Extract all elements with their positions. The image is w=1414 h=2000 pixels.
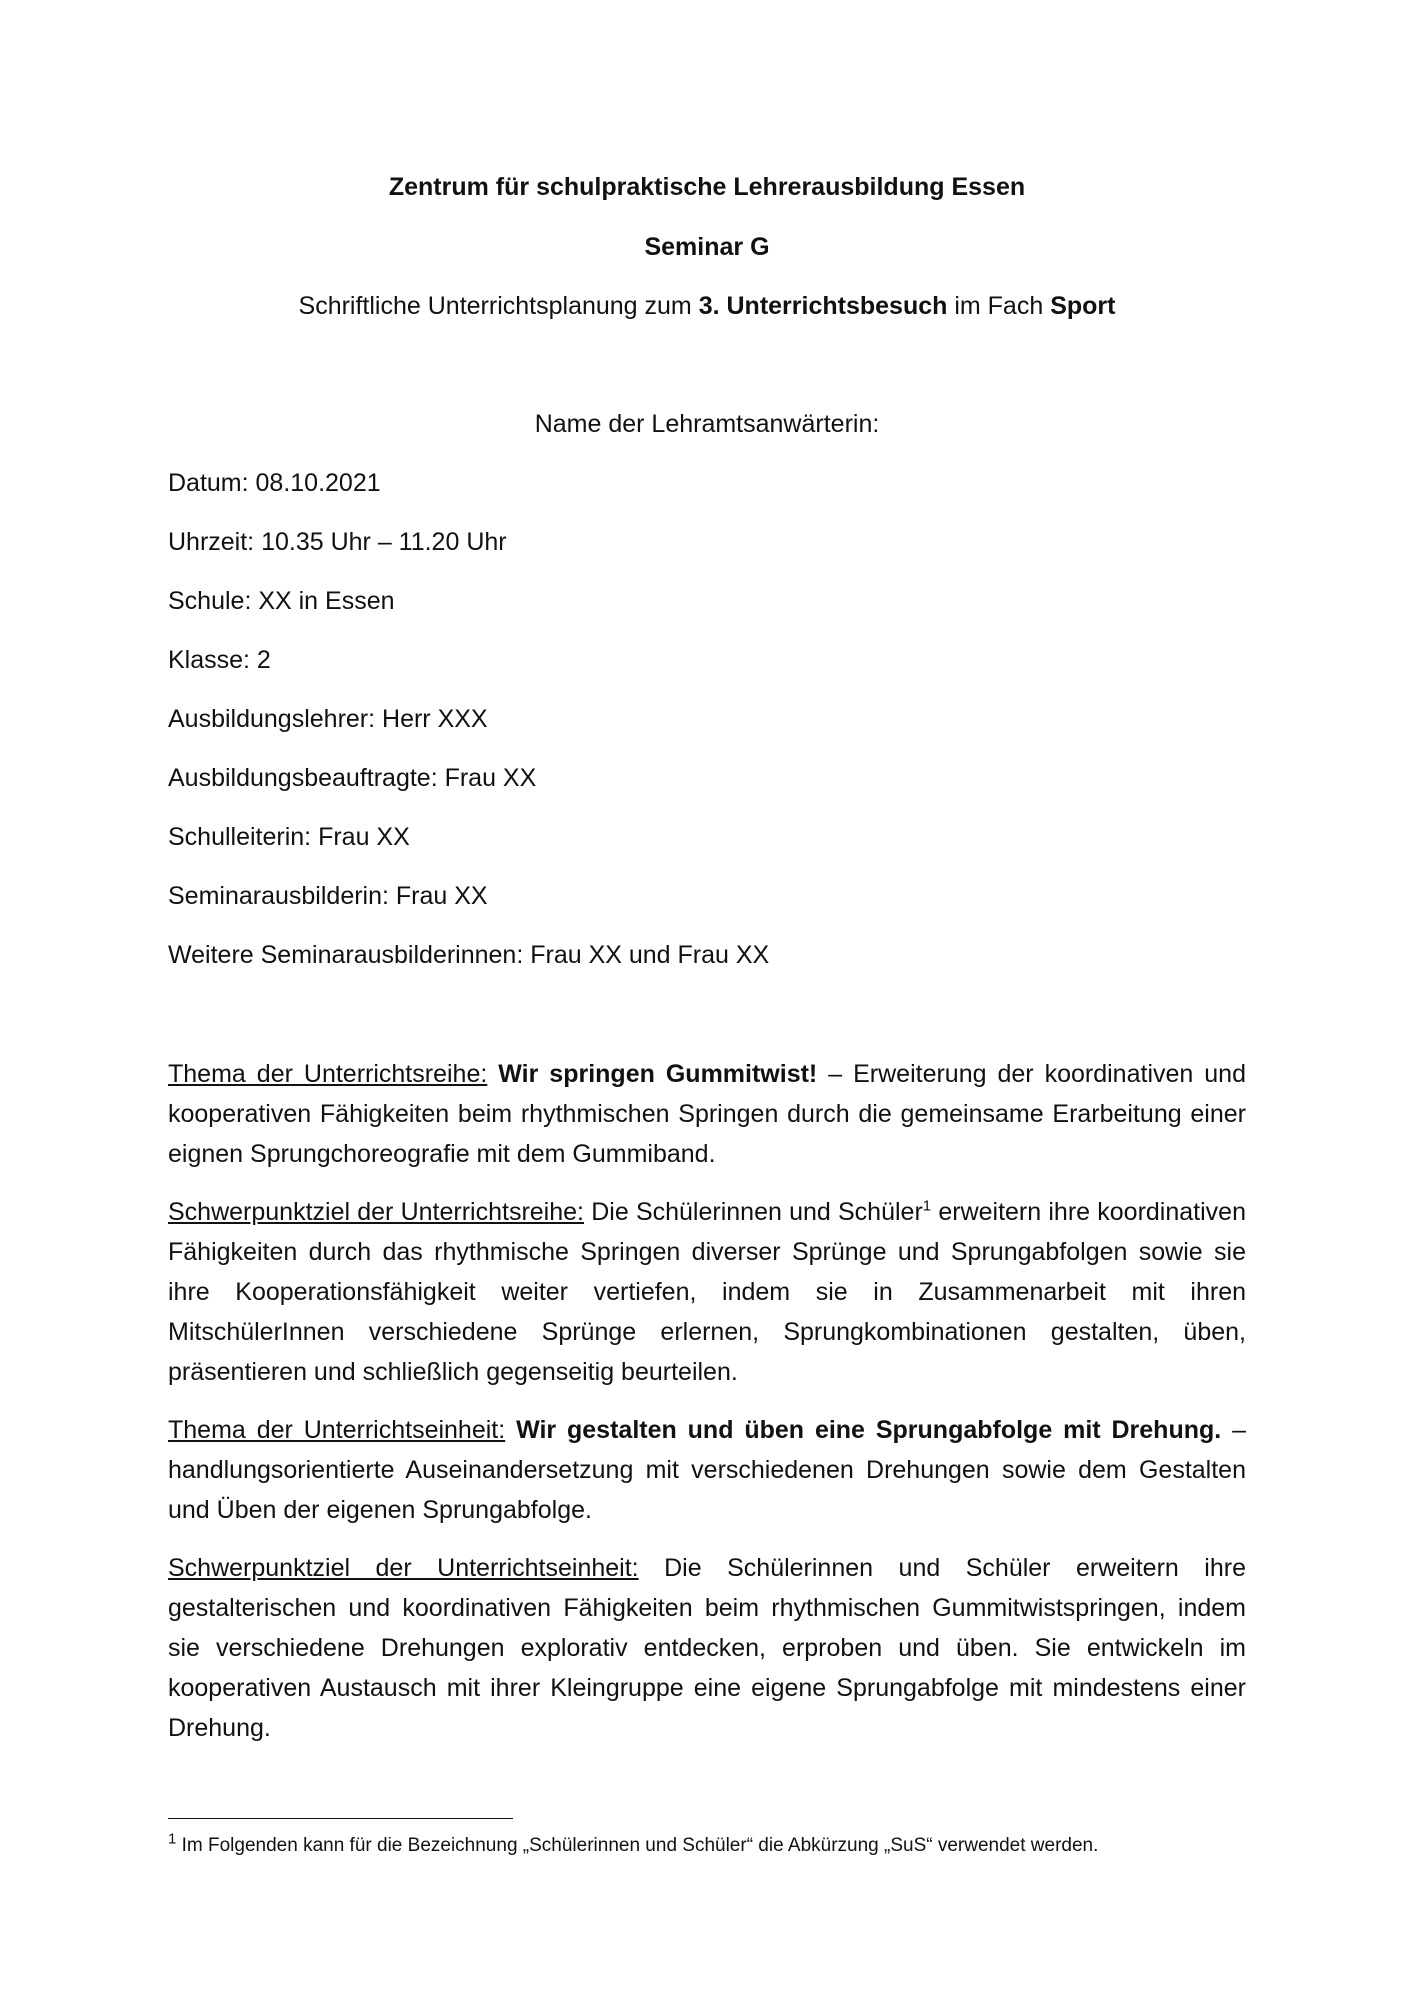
detail-class: Klasse: 2: [168, 646, 271, 674]
reihe-goal-label: Schwerpunktziel der Unterrichtsreihe:: [168, 1198, 584, 1226]
institution-title: Zentrum für schulpraktische Lehrerausbildung Essen: [388, 173, 1026, 201]
detail-time: Uhrzeit: 10.35 Uhr – 11.20 Uhr: [168, 528, 507, 556]
detail-further-trainers: Weitere Seminarausbilderinnen: Frau XX und Frau XX: [168, 941, 770, 969]
section-reihe-goal: Schwerpunktziel der Unterrichtsreihe: Die Schülerinnen und Schüler$^1$ erweitern ihre koordinativen Fähigkeiten durch das rhythmische Springen diverser Sprünge und Sprungabfolgen sowie sie ihre Kooperationsfähigkeit weiter vertiefen, indem sie in Zusammenarbeit mit ihren MitschülerInnen verschiedene Sprünge erlernen, Sprungkombinationen gestalten, üben, präsentieren und schließlich gegenseitig beurteilen.: [168, 1197, 1246, 1386]
detail-training-officer: Ausbildungsbeauftragte: Frau XX: [168, 764, 537, 792]
detail-principal: Schulleiterin: Frau XX: [168, 823, 410, 851]
seminar-title: Seminar G: [644, 233, 770, 261]
footnote: [168, 1832, 1246, 1860]
visit-number: 3. Unterrichtsbesuch: [698, 292, 948, 320]
einheit-goal-label: Schwerpunktziel der Unterrichtseinheit:: [168, 1554, 639, 1582]
subject-name: Sport: [1050, 292, 1116, 320]
detail-mentor-teacher: Ausbildungslehrer: Herr XXX: [168, 705, 488, 733]
reihe-topic-title: Wir springen Gummitwist!: [498, 1060, 818, 1088]
section-einheit-goal: Schwerpunktziel der Unterrichtseinheit: Die Schülerinnen und Schüler erweitern ihre gestalterischen und koordinativen Fähigkeiten beim rhythmischen Gummitwistspringen, indem sie verschiedene Drehungen explorativ entdecken, erproben und üben. Sie entwickeln im kooperativen Austausch mit ihrer Kleingruppe eine eigene Sprungabfolge mit mindestens einer Drehung.: [168, 1554, 1246, 1742]
footnote-text: Im Folgenden kann für die Bezeichnung „Schülerinnen und Schüler“ die Abkürzung „SuS“ verwendet werden.: [176, 1835, 1099, 1856]
planning-subtitle: Schriftliche Unterrichtsplanung zum 3. Unterrichtsbesuch im Fach Sport: [298, 292, 1116, 320]
footnote-number: 1: [168, 1830, 177, 1848]
footnote-reference: 1: [922, 1197, 932, 1215]
detail-school: Schule: XX in Essen: [168, 587, 395, 615]
detail-seminar-trainer: Seminarausbilderin: Frau XX: [168, 882, 488, 910]
reihe-topic-label: Thema der Unterrichtsreihe:: [168, 1060, 488, 1088]
footnote-divider: [168, 1818, 513, 1819]
einheit-topic-title: Wir gestalten und üben eine Sprungabfolge mit Drehung.: [516, 1416, 1222, 1444]
section-reihe-topic: Thema der Unterrichtsreihe: Wir springen Gummitwist! – Erweiterung der koordinativen und kooperativen Fähigkeiten beim rhythmischen Springen durch die gemeinsame Erarbeitung einer eignen Sprungchoreografie mit dem Gummiband.: [168, 1060, 1246, 1168]
detail-date: Datum: 08.10.2021: [168, 469, 381, 497]
einheit-topic-label: Thema der Unterrichtseinheit:: [168, 1416, 506, 1444]
section-einheit-topic: Thema der Unterrichtseinheit: Wir gestalten und üben eine Sprungabfolge mit Drehung. – handlungsorientierte Auseinandersetzung mit verschiedenen Drehungen sowie dem Gestalten und Üben der eigenen Sprungabfolge.: [168, 1416, 1247, 1524]
candidate-name-label: Name der Lehramtsanwärterin:: [534, 410, 880, 438]
